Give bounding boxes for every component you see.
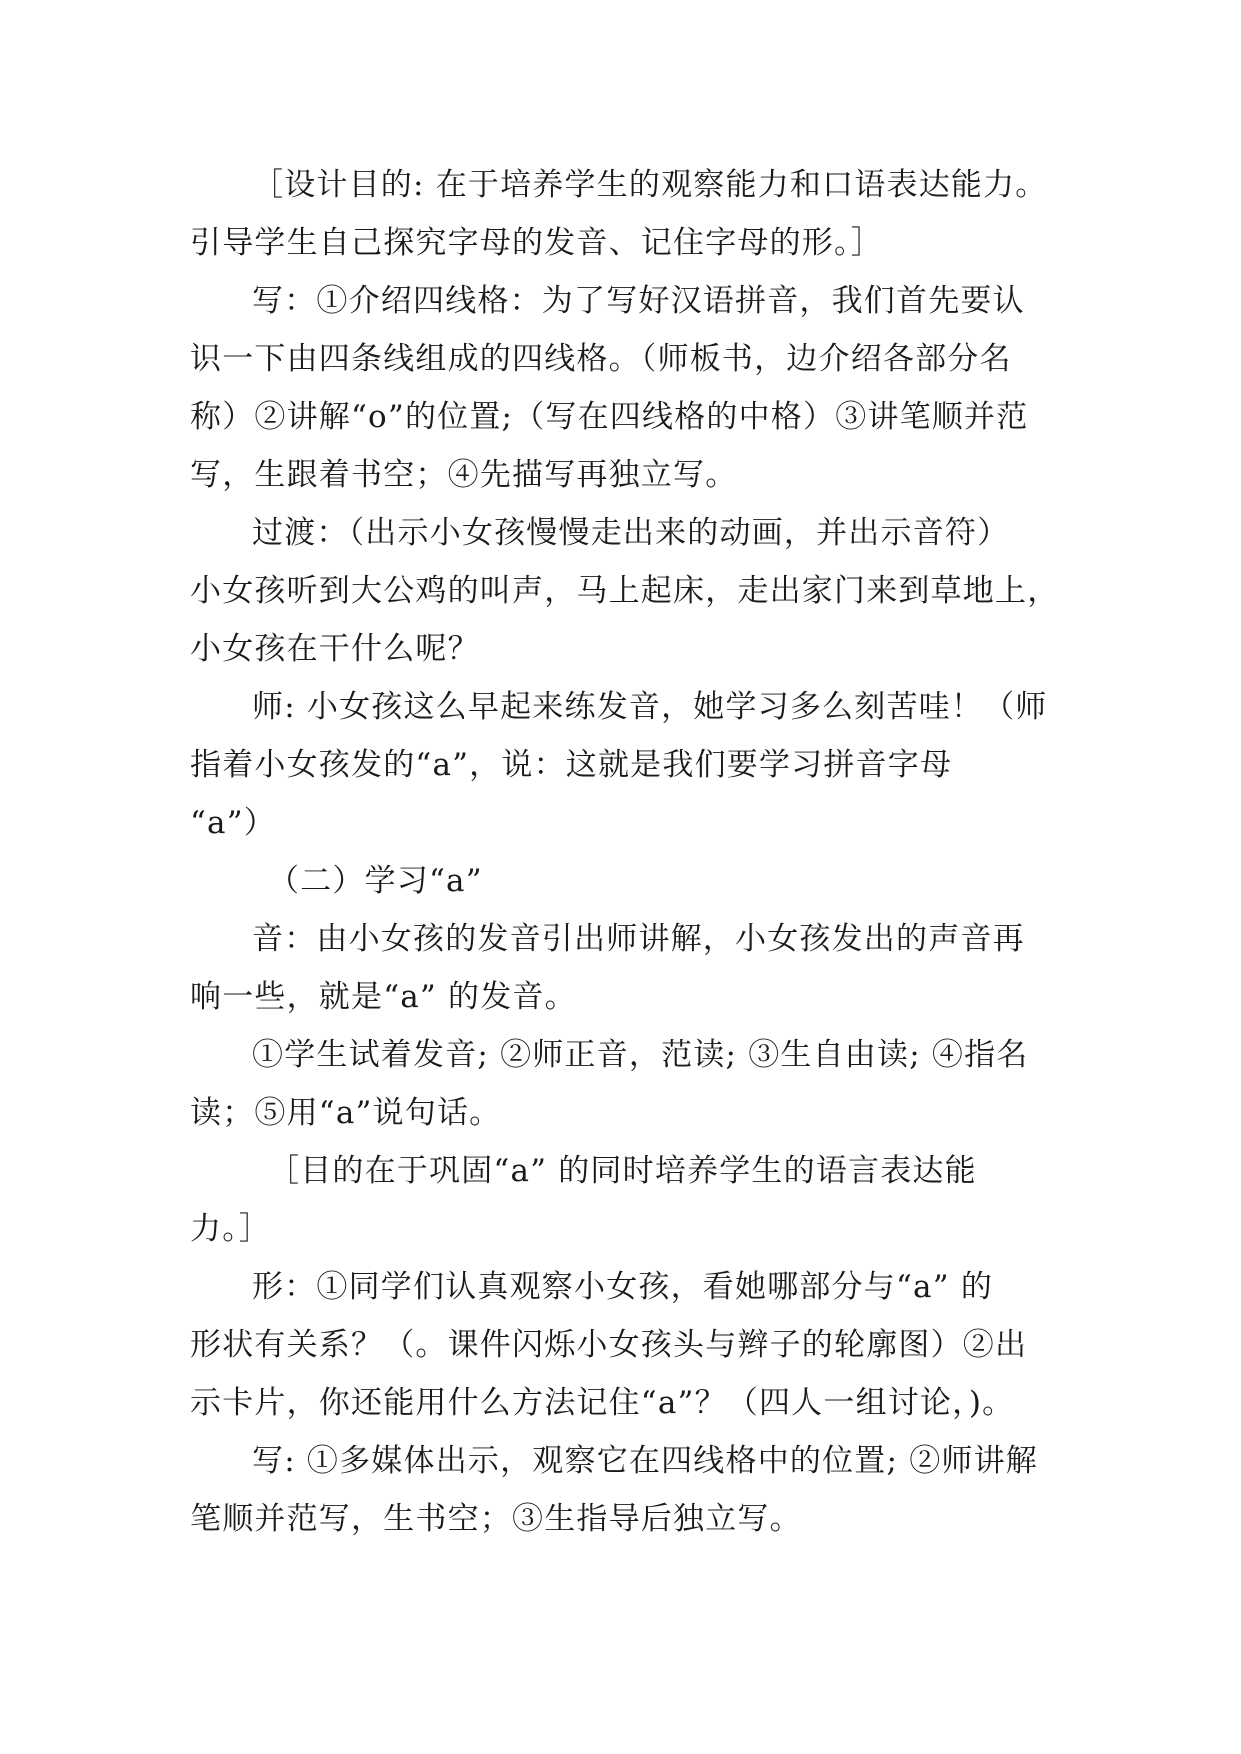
section-heading-learn-a [190, 852, 1090, 910]
paragraph-sound [190, 910, 1090, 1026]
text-line: 小女孩在干什么呢？ [190, 631, 480, 667]
text-line: 读；⑤用“a”说句话。 [190, 1095, 502, 1131]
text-line: 写，生跟着书空；④先描写再独立写。 [190, 457, 738, 493]
text-line: 示卡片，你还能用什么方法记住“a”？（四人一组讨论，)。 [190, 1385, 1015, 1421]
text-line: 形：①同学们认真观察小女孩，看她哪部分与“a” 的 [252, 1269, 994, 1305]
paragraph-transition [190, 504, 1090, 678]
text-line: “a”） [190, 805, 276, 841]
text-line: ①学生试着发音; ②师正音，范读; ③生自由读; ④指名 [252, 1037, 1029, 1073]
paragraph-teacher [190, 678, 1090, 852]
text-line: ［设计目的: 在于培养学生的观察能力和口语表达能力。 [252, 167, 1048, 203]
text-line: 笔顺并范写，生书空；③生指导后独立写。 [190, 1501, 802, 1537]
text-line: 师: 小女孩这么早起来练发音，她学习多么刻苦哇！（师 [252, 689, 1048, 725]
text-line: 响一些，就是“a” 的发音。 [190, 979, 577, 1015]
document-body [190, 156, 1090, 1548]
text-line: （二）学习“a” [268, 863, 483, 899]
paragraph-writing-o [190, 272, 1090, 504]
paragraph-writing-a [190, 1432, 1090, 1548]
text-line: 指着小女孩发的“a”，说：这就是我们要学习拼音字母 [190, 747, 953, 783]
text-line: 写: ①多媒体出示，观察它在四线格中的位置; ②师讲解 [252, 1443, 1038, 1479]
text-line: 形状有关系？（。课件闪烁小女孩头与辫子的轮廓图）②出 [190, 1327, 1028, 1363]
text-line: 写：①介绍四线格：为了写好汉语拼音，我们首先要认 [252, 283, 1025, 319]
text-line: 称）②讲解“o”的位置;（写在四线格的中格）③讲笔顺并范 [190, 399, 1029, 435]
paragraph-shape [190, 1258, 1090, 1432]
paragraph-purpose-a [190, 1142, 1090, 1258]
paragraph-practice-steps [190, 1026, 1090, 1142]
text-line: ［目的在于巩固“a” 的同时培养学生的语言表达能 [268, 1153, 977, 1189]
text-line: 引导学生自己探究字母的发音、记住字母的形。］ [190, 225, 883, 261]
text-line: 音：由小女孩的发音引出师讲解，小女孩发出的声音再 [252, 921, 1025, 957]
text-line: 识一下由四条线组成的四线格。（师板书，边介绍各部分名 [190, 341, 1012, 377]
text-line: 力。］ [190, 1211, 272, 1247]
text-line: 过渡：（出示小女孩慢慢走出来的动画，并出示音符） [252, 515, 1010, 551]
text-line: 小女孩听到大公鸡的叫声，马上起床，走出家门来到草地上， [190, 573, 1060, 609]
paragraph-design-purpose [190, 156, 1090, 272]
